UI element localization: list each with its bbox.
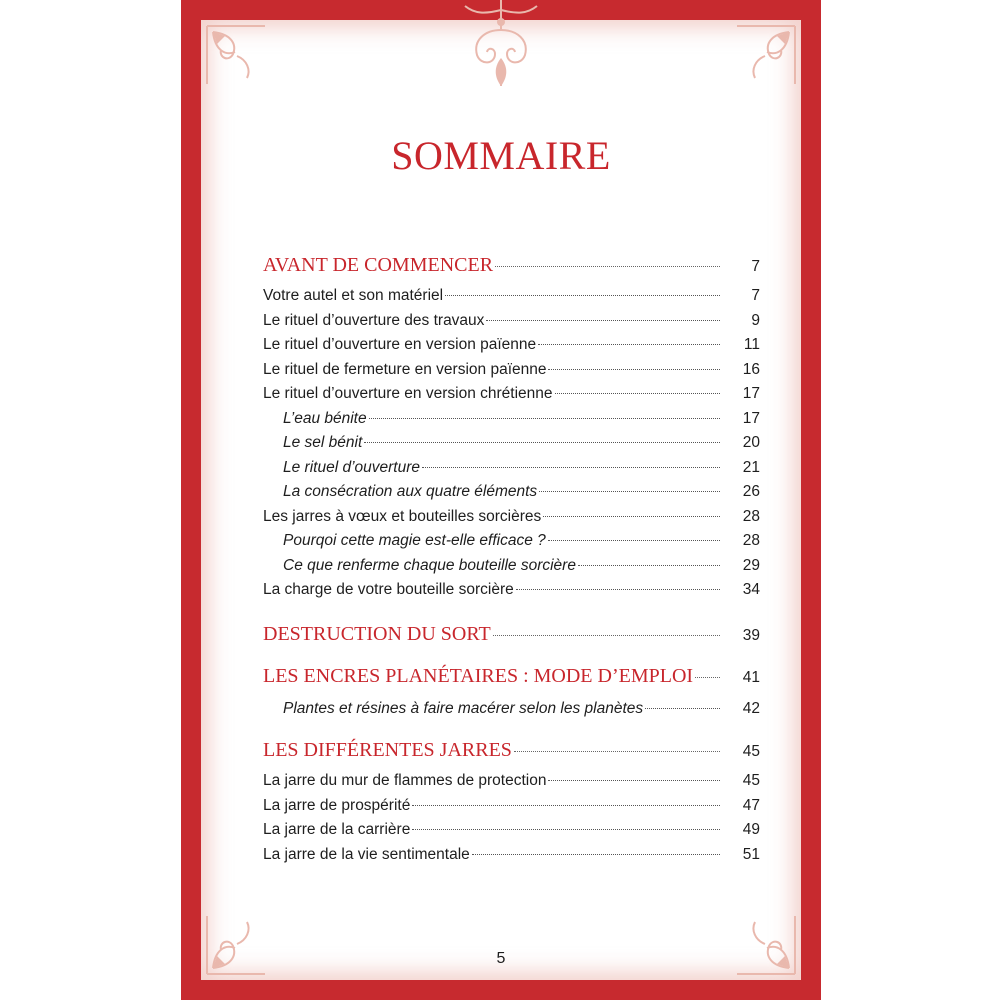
toc-entry-title: Votre autel et son matériel — [263, 287, 444, 304]
toc-section-heading — [263, 619, 760, 649]
dot-leader — [364, 442, 720, 443]
toc-entry-title: Plantes et résines à faire macérer selon les planètes — [283, 699, 644, 717]
toc-subentry — [263, 554, 760, 579]
corner-filigree-top-left-icon — [203, 22, 273, 92]
toc-entry-title: La charge de votre bouteille sorcière — [263, 581, 514, 598]
toc-entry-title: La jarre de prospérité — [263, 796, 411, 814]
toc-entry-title: Le rituel d’ouverture — [283, 458, 420, 476]
toc-entry — [263, 382, 760, 407]
dot-leader — [548, 540, 720, 541]
toc-page-number: 42 — [742, 699, 760, 717]
toc-entry — [263, 578, 760, 603]
toc-section-heading — [263, 250, 760, 280]
toc-subentry — [263, 529, 760, 554]
toc-page-number: 49 — [742, 821, 760, 838]
toc-entry-title: Les jarres à vœux et bouteilles sorcières — [263, 507, 542, 525]
toc-page-number: 20 — [742, 434, 760, 451]
dot-leader — [514, 751, 720, 752]
dot-leader — [412, 805, 720, 806]
dot-leader — [486, 320, 720, 321]
toc-entry-title: Le rituel d’ouverture en version païenne — [263, 336, 537, 353]
toc-entry-title: L’eau bénite — [283, 409, 367, 427]
toc-entry-title: AVANT DE COMMENCER — [263, 254, 494, 276]
toc-entry — [263, 284, 760, 309]
toc-entry-title: Ce que renferme chaque bouteille sorcière — [283, 556, 576, 574]
dot-leader — [695, 677, 720, 678]
toc-entry-title: Pourqoi cette magie est-elle efficace ? — [283, 532, 546, 549]
toc-page-number: 28 — [742, 532, 760, 549]
dot-leader — [369, 418, 720, 419]
toc-page-number: 7 — [751, 258, 760, 275]
toc-entry — [263, 358, 760, 383]
toc-page-number: 7 — [751, 287, 760, 304]
toc-entry-title: LES DIFFÉRENTES JARRES — [263, 739, 512, 761]
toc-page-number: 41 — [742, 668, 760, 686]
top-filigree-ornament-icon — [455, 0, 547, 90]
dot-leader — [539, 491, 720, 492]
toc-entry-title: La jarre du mur de flammes de protection — [263, 772, 547, 789]
dot-leader — [493, 635, 720, 636]
toc-entry — [263, 818, 760, 843]
toc-entry-title: DESTRUCTION DU SORT — [263, 622, 491, 645]
toc-page-number: 9 — [751, 311, 760, 329]
dot-leader — [445, 295, 720, 296]
dot-leader — [472, 854, 720, 855]
dot-leader — [422, 467, 720, 468]
page-title: SOMMAIRE — [391, 133, 611, 178]
toc-page-number: 28 — [742, 507, 760, 525]
toc-entry-title: La jarre de la vie sentimentale — [263, 845, 470, 863]
toc-subentry — [263, 697, 760, 722]
toc-entry-title: La consécration aux quatre éléments — [283, 483, 538, 500]
dot-leader — [516, 589, 720, 590]
toc-section-heading — [263, 735, 760, 765]
toc-page-number: 39 — [742, 626, 760, 644]
toc-page-number: 29 — [742, 556, 760, 574]
toc-entry — [263, 309, 760, 334]
page-content-area — [201, 20, 801, 980]
dot-leader — [555, 393, 720, 394]
toc-entry — [263, 505, 760, 530]
toc-subentry — [263, 480, 760, 505]
toc-subentry — [263, 456, 760, 481]
toc-page-number: 34 — [742, 581, 760, 598]
toc-page-number: 45 — [742, 743, 760, 760]
dot-leader — [538, 344, 720, 345]
toc-subentry — [263, 407, 760, 432]
toc-entry-title: La jarre de la carrière — [263, 821, 411, 838]
dot-leader — [495, 266, 720, 267]
toc-page-number: 16 — [742, 360, 760, 378]
toc-page-number: 51 — [742, 845, 760, 863]
toc-entry — [263, 843, 760, 868]
dot-leader — [412, 829, 720, 830]
toc-page-number: 45 — [742, 772, 760, 789]
toc-entry — [263, 794, 760, 819]
toc-entry-title: Le rituel d’ouverture en version chrétienne — [263, 385, 553, 402]
toc-page-number: 26 — [742, 483, 760, 500]
toc-entry-title: LES ENCRES PLANÉTAIRES : MODE D’EMPLOI — [263, 664, 694, 687]
toc-entry — [263, 333, 760, 358]
dot-leader — [548, 780, 720, 781]
toc-entry-title: Le rituel de fermeture en version païenne — [263, 360, 547, 378]
toc-entry — [263, 769, 760, 794]
table-of-contents — [263, 250, 760, 867]
toc-page-number: 21 — [742, 458, 760, 476]
toc-section-heading — [263, 661, 760, 691]
toc-page-number: 11 — [743, 336, 760, 353]
toc-entry-title: Le rituel d’ouverture des travaux — [263, 311, 485, 329]
dot-leader — [548, 369, 720, 370]
toc-page-number: 17 — [742, 385, 760, 402]
page-number: 5 — [496, 950, 506, 967]
toc-subentry — [263, 431, 760, 456]
dot-leader — [645, 708, 720, 709]
toc-page-number: 47 — [742, 796, 760, 814]
dot-leader — [578, 565, 720, 566]
corner-filigree-top-right-icon — [729, 22, 799, 92]
book-page — [181, 0, 821, 1000]
toc-entry-title: Le sel bénit — [283, 434, 363, 451]
dot-leader — [543, 516, 720, 517]
toc-page-number: 17 — [742, 409, 760, 427]
